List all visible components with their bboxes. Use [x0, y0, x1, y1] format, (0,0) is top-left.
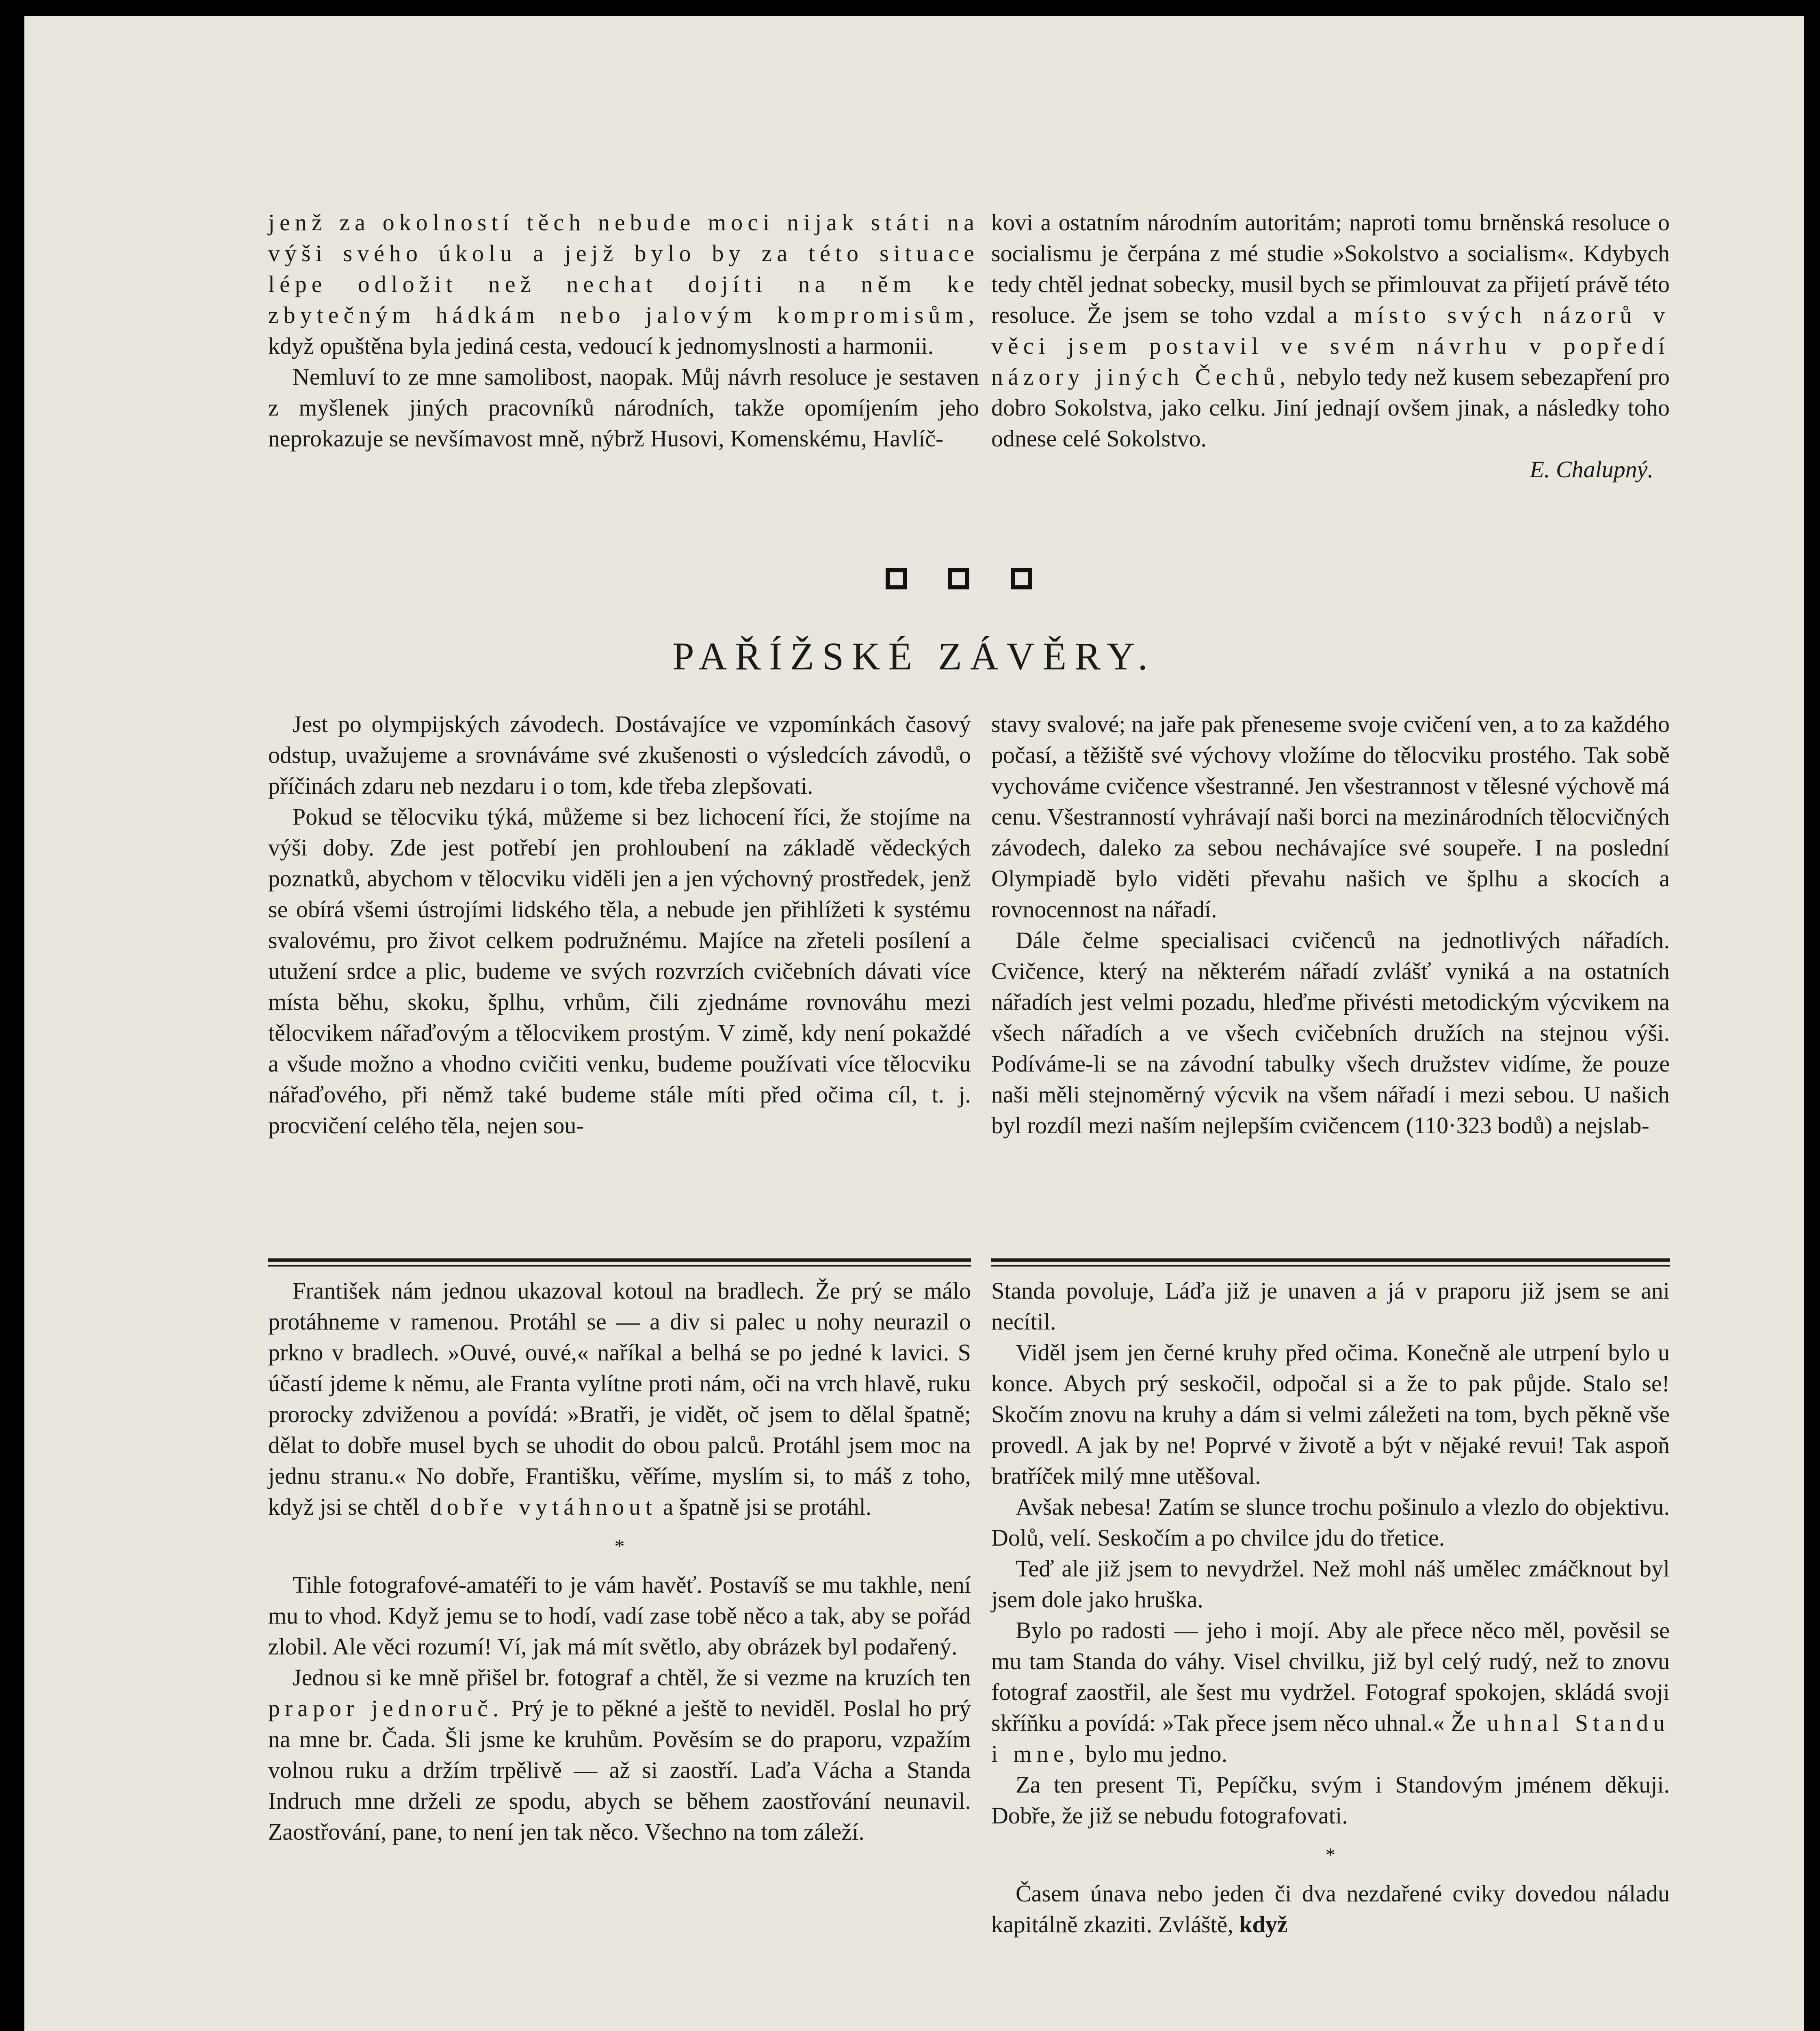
section-separator — [886, 563, 1032, 595]
asterisk-separator: * — [1325, 1843, 1336, 1866]
spaced-text: prapor jednoruč. — [268, 1695, 504, 1721]
paragraph: Viděl jsem jen černé kruhy před očima. Konečně ale utrpení bylo u konce. Abych prý seskočil, odpočal si a že to pak půjde. Stalo se! Skočím znovu na kruhy a dám si velmi záležeti na tom, bych pěkně vše provedl. A jak by ne! Poprvé v životě a být v nějaké revui! Tak aspoň bratříček milý mne utěšoval. — [991, 1339, 1670, 1489]
paragraph: stavy svalové; na jaře pak přeneseme svoje cvičení ven, a to za každého počasí, a těžiště své výchovy vložíme do tělocviku prostého. Tak sobě vychováme cvičence všestranné. Jen všestrannost v tělesné výchově má cenu. Všestranností vyhrávají naši borci na mezinárodních tělocvičných závodech, daleko za sebou nechávajíce své soupeře. I na poslední Olympiadě bylo viděti převahu našich ve šplhu a skocích a rovnocennost na nářadí. — [991, 711, 1670, 922]
bold-text: když — [1233, 1911, 1288, 1938]
text-span: František nám jednou ukazoval kotoul na bradlech. Že prý se málo protáhneme v ramenou. Protáhl se — a div si palec u nohy neurazil o prkno v bradlech. »Ouvé, ouvé,« naříkal a belhá se po jedné k lavici. S účastí jdeme k němu, ale Franta vylítne proti nám, oči na vrch hlavě, ruku prorocky zdviženou a povídá: »Bratři, je vidět, oč jsem to dělal špatně; dělat to dobře musel bych se uhodit do obou palců. Protáhl jsem moc na jednu stranu.« No dobře, Františku, věříme, myslím si, to máš z toho, když jsi se chtěl — [268, 1277, 971, 1520]
text-span: a špatně jsi se protáhl. — [657, 1494, 872, 1520]
double-rule-left — [268, 1258, 971, 1262]
text-span: bylo mu jedno. — [1079, 1741, 1228, 1767]
asterisk-separator: * — [614, 1535, 625, 1557]
spaced-text: místo svých názorů v věci jsem postavil ve svém návrhu v popředí názory jiných Čechů, — [991, 302, 1670, 390]
paragraph: Za ten present Ti, Pepíčku, svým i Standovým jménem děkuji. Dobře, že již se nebudu fotografovati. — [991, 1771, 1670, 1829]
text-span: Časem únava nebo jeden či dva nezdařené cviky dovedou náladu kapitálně zkaziti. Zvláště, — [991, 1880, 1670, 1938]
double-rule-right — [991, 1265, 1670, 1267]
square-ornament-icon — [1011, 568, 1032, 589]
paragraph: Jest po olympijských závodech. Dostávajíce ve vzpomínkách časový odstup, uvažujeme a srovnáváme své zkušenosti o výsledcích závodů, o příčinách zdaru neb nezdaru i o tom, kde třeba zlepšovati. — [268, 711, 971, 799]
square-ornament-icon — [886, 568, 907, 589]
paragraph — [268, 207, 979, 362]
paragraph — [991, 1615, 1670, 1769]
text-span: když opuštěna byla jediná cesta, vedoucí k jednomyslnosti a harmonii. — [268, 333, 934, 359]
paragraph: Avšak nebesa! Zatím se slunce trochu pošinulo a vlezlo do objektivu. Dolů, velí. Seskočím a po chvilce jdu do třetice. — [991, 1494, 1670, 1551]
paragraph: Teď ale již jsem to nevydržel. Než mohl náš umělec zmáčknout byl jsem dole jako hruška. — [991, 1555, 1670, 1613]
paragraph: Tihle fotografové-amatéři to je vám havěť. Postavíš se mu takhle, není mu to vhod. Když jemu se to hodí, vadí zase tobě něco a tak, aby se pořád zlobil. Ale věci rozumí! Ví, jak má mít světlo, aby obrázek byl podařený. — [268, 1572, 971, 1660]
book-page — [24, 16, 1804, 2031]
paragraph: Standa povoluje, Láďa již je unaven a já v praporu již jsem se ani necítil. — [991, 1277, 1670, 1335]
anecdote-right-column — [991, 1275, 1670, 1940]
square-ornament-icon — [948, 568, 969, 589]
paragraph — [991, 1878, 1670, 1940]
article-title: PAŘÍŽSKÉ ZÁVĚRY. — [672, 634, 1156, 678]
spaced-text: dobře vytáhnout — [419, 1494, 657, 1520]
text-span: kovi a ostatním národním autoritám; naproti tomu brněnská resoluce o socialismu je čerpána z mé studie »Sokolstvo a socialism«. Kdybych tedy chtěl jednat sobecky, musil bych se přimlouvat za přijetí právě této resoluce. Že jsem se toho vzdal a — [991, 209, 1670, 328]
article-right-column — [991, 709, 1670, 1141]
top-left-column — [268, 207, 979, 454]
text-span: Jednou si ke mně přišel br. fotograf a chtěl, že si vezme na kruzích ten — [292, 1664, 971, 1691]
double-rule-left — [268, 1265, 971, 1267]
spaced-text: jenž za okolností těch nebude moci nijak státi na výši svého úkolu a jejž bylo by za této situace lépe odložit než nechat dojíti na něm ke zbytečným hádkám nebo jalovým kompromisům, — [268, 209, 979, 328]
top-right-column — [991, 207, 1670, 485]
spaced-text: uhnal Standu i mne, — [991, 1710, 1670, 1767]
paragraph — [268, 1662, 971, 1847]
paragraph: Nemluví to ze mne samolibost, naopak. Můj návrh resoluce je sestaven z myšlenek jiných pracovníků národních, takže opomíjením jeho neprokazuje se nevšímavost mně, nýbrž Husovi, Komenskému, Havlíč- — [268, 364, 979, 452]
author-signature: E. Chalupný. — [1530, 456, 1653, 483]
article-left-column — [268, 709, 971, 1141]
text-span: nebylo tedy než kusem sebezapření pro dobro Sokolstva, jako celku. Jiní jednají ovšem jinak, a následky toho odnese celé Sokolstvo. — [991, 364, 1670, 452]
paragraph — [268, 1275, 971, 1522]
anecdote-left-column — [268, 1275, 971, 1847]
paragraph — [991, 207, 1670, 454]
paragraph: Dále čelme specialisaci cvičenců na jednotlivých nářadích. Cvičence, který na některém nářadí zvlášť vyniká a na ostatních nářadích jest velmi pozadu, hleďme přivésti metodickým výcvikem na všech nářadích a ve všech cvičebních družích na stejnou výši. Podíváme-li se na závodní tabulky všech družstev vidíme, že pouze naši měli stejnoměrný výcvik na všem nářadí i mezi sebou. U našich byl rozdíl mezi naším nejlepším cvičencem (110·323 bodů) a nejslab- — [991, 927, 1670, 1139]
double-rule-right — [991, 1258, 1670, 1262]
text-span: Bylo po radosti — jeho i mojí. Aby ale přece něco měl, pověsil se mu tam Standa do váhy. Visel chvilku, již byl celý rudý, než to znovu fotograf zaostřil, ale šest mu vydržel. Fotograf spokojen, skládá svoji skříňku a povídá: »Tak přece jsem něco uhnal.« Že — [991, 1617, 1670, 1736]
paragraph: Pokud se tělocviku týká, můžeme si bez lichocení říci, že stojíme na výši doby. Zde jest potřebí jen prohloubení na základě vědeckých poznatků, abychom v tělocviku viděli jen a jen výchovný prostředek, jenž se obírá všemi ústrojími lidského těla, a nebude jen přihlížeti k systému svalovému, pro život celkem podružnému. Majíce na zřeteli posílení a utužení srdce a plic, budeme ve svých rozvrzích cvičebních dávati více místa běhu, skoku, šplhu, vrhům, čili zjednáme rovnováhu mezi tělocvikem nářaďovým a tělocvikem prostým. V zimě, kdy není pokaždé a všude možno a vhodno cvičiti venku, budeme používati více tělocviku nářaďového, při němž také budeme stále míti před očima cíl, t. j. procvičení celého těla, nejen sou- — [268, 803, 971, 1139]
text-span: Prý je to pěkné a ještě to neviděl. Poslal ho prý na mne br. Čada. Šli jsme ke kruhům. Pověsím se do praporu, vzpažím volnou ruku a držím trpělivě — až si zaostří. Laďa Vácha a Standa Indruch mne drželi ze spodu, abych se během zaostřování neunavil. Zaostřování, pane, to není jen tak něco. Všechno na tom záleží. — [268, 1695, 971, 1845]
